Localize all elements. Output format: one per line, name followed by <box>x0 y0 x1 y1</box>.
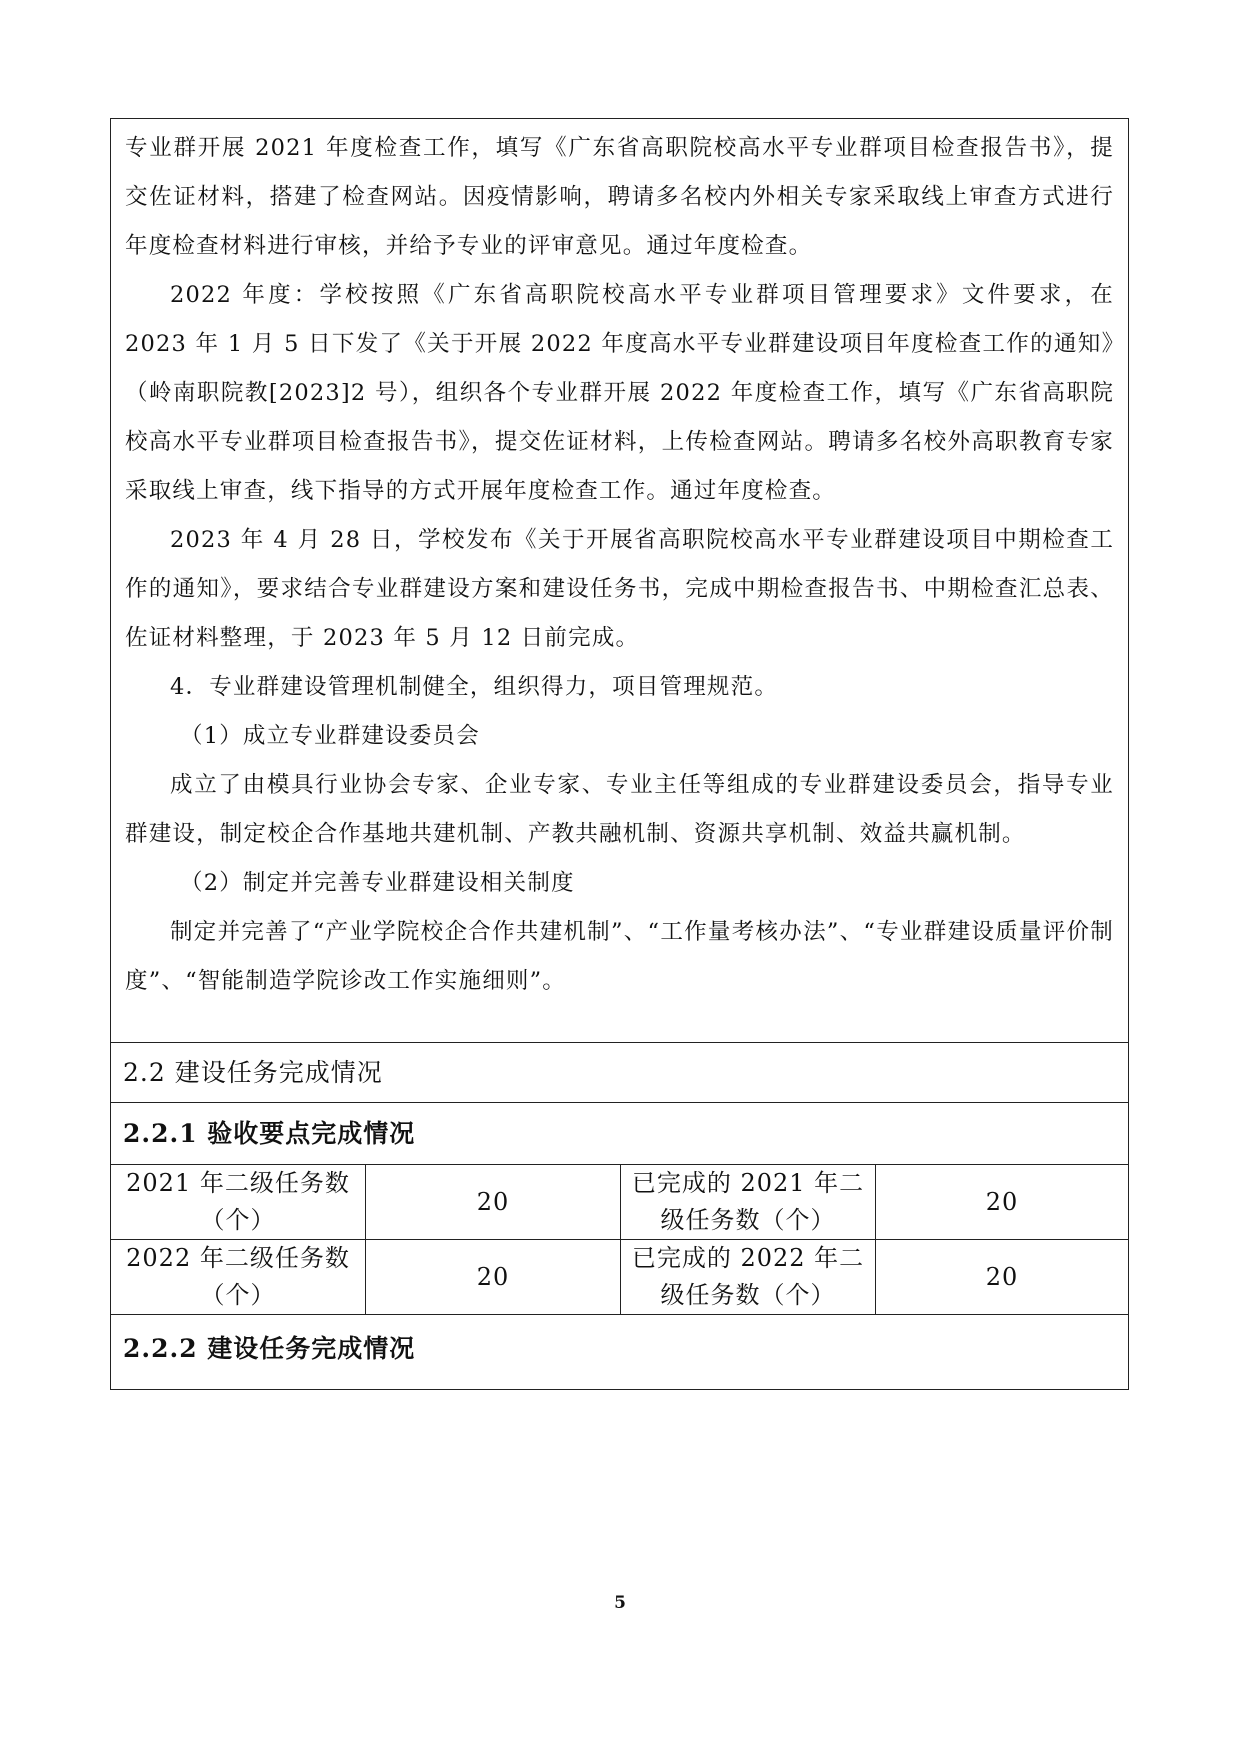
body-paragraph-3: 2023 年 4 月 28 日，学校发布《关于开展省高职院校高水平专业群建设项目中期检查工作的通知》，要求结合专业群建设方案和建设任务书，完成中期检查报告书、中期检查汇总表、佐证材料整理，于 2023 年 5 月 12 日前完成。 <box>125 527 1115 651</box>
completed-count-label-2022: 已完成的 2022 年二级任务数（个） <box>621 1240 876 1315</box>
body-paragraph-8: 制定并完善了“产业学院校企合作共建机制”、“工作量考核办法”、“专业群建设质量评价制度”、“智能制造学院诊改工作实施细则”。 <box>125 919 1115 994</box>
section-2-2-heading: 2.2 建设任务完成情况 <box>111 1043 1129 1103</box>
body-paragraph-7: （2）制定并完善专业群建设相关制度 <box>180 870 575 896</box>
section-2-2-1-heading: 2.2.1 验收要点完成情况 <box>111 1103 1129 1165</box>
completed-count-label-2021: 已完成的 2021 年二级任务数（个） <box>621 1165 876 1240</box>
table-row <box>111 1165 1129 1240</box>
task-count-value-2021: 20 <box>366 1165 621 1240</box>
body-paragraph-5: （1）成立专业群建设委员会 <box>180 723 480 749</box>
task-count-label-2022: 2022 年二级任务数（个） <box>111 1240 366 1315</box>
task-count-value-2022: 20 <box>366 1240 621 1315</box>
table-row <box>111 1240 1129 1315</box>
task-count-label-2021: 2021 年二级任务数（个） <box>111 1165 366 1240</box>
report-body-cell <box>111 119 1129 1043</box>
report-table <box>110 118 1129 1390</box>
section-2-2-2-heading: 2.2.2 建设任务完成情况 <box>111 1315 1129 1390</box>
body-paragraph-2: 2022 年度：学校按照《广东省高职院校高水平专业群项目管理要求》文件要求，在 2023 年 1 月 5 日下发了《关于开展 2022 年度高水平专业群建设项目年度检查工作的通知》（岭南职院教[2023]2 号），组织各个专业群开展 2022 年度检查工作，填写《广东省高职院校高水平专业群项目检查报告书》，提交佐证材料，上传检查网站。聘请多名校外高职教育专家采取线上审查，线下指导的方式开展年度检查工作。通过年度检查。 <box>125 282 1115 504</box>
page-number: 5 <box>614 1593 626 1613</box>
body-paragraph-4: 4．专业群建设管理机制健全，组织得力，项目管理规范。 <box>170 674 779 700</box>
completed-count-value-2021: 20 <box>876 1165 1129 1240</box>
completed-count-value-2022: 20 <box>876 1240 1129 1315</box>
body-paragraph-1: 专业群开展 2021 年度检查工作，填写《广东省高职院校高水平专业群项目检查报告书》，提交佐证材料，搭建了检查网站。因疫情影响，聘请多名校内外相关专家采取线上审查方式进行年度检查材料进行审核，并给予专业的评审意见。通过年度检查。 <box>125 135 1115 259</box>
body-paragraph-6: 成立了由模具行业协会专家、企业专家、专业主任等组成的专业群建设委员会，指导专业群建设，制定校企合作基地共建机制、产教共融机制、资源共享机制、效益共赢机制。 <box>125 772 1115 847</box>
